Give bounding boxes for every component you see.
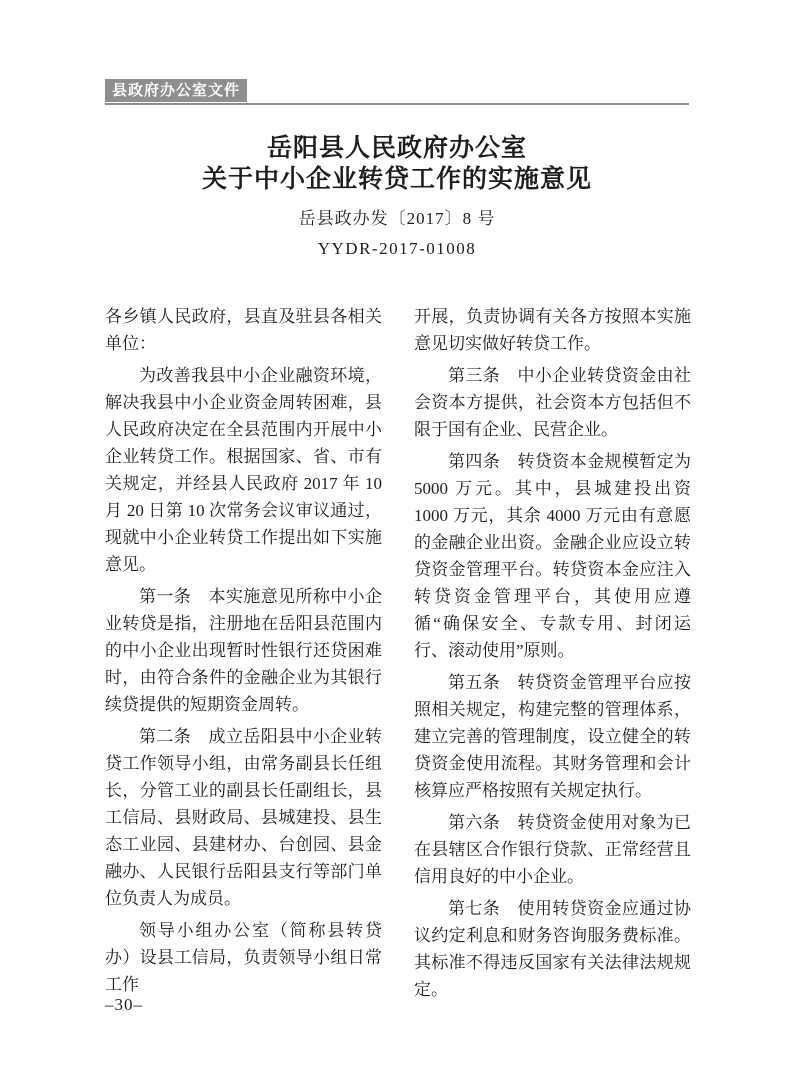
body-column-left — [105, 303, 382, 1008]
header-category-label: 县政府办公室文件 — [105, 79, 247, 102]
paragraph: 开展，负责协调有关各方按照本实施意见切实做好转贷工作。 — [414, 307, 691, 353]
document-code: YYDR-2017-01008 — [317, 239, 477, 258]
body-column-right — [414, 303, 691, 1008]
document-title-line2: 关于中小企业转贷工作的实施意见 — [201, 166, 592, 193]
paragraph: 第二条 成立岳阳县中小企业转贷工作领导小组，由常务副县长任组长，分管工业的副县长任副组长，县工信局、县财政局、县城建投、县生态工业园、县建材办、台创园、县金融办、人民银行岳阳县支行等部门单位负责人为成员。 — [105, 727, 382, 908]
page-number: –30– — [105, 995, 143, 1014]
paragraph: 为改善我县中小企业融资环境，解决我县中小企业资金周转困难，县人民政府决定在全县范围内开展中小企业转贷工作。根据国家、省、市有关规定，并经县人民政府 2017 年 10 月 20 日第 10 次常务会议审议通过，现就中小企业转贷工作提出如下实施意见。 — [105, 366, 382, 574]
title-block — [105, 133, 689, 259]
paragraph: 第三条 中小企业转贷资金由社会资本方提供，社会资本方包括但不限于国有企业、民营企业。 — [414, 366, 691, 439]
document-title — [105, 133, 689, 195]
header-rule — [105, 103, 689, 105]
paragraph: 第七条 使用转贷资金应通过协议约定利息和财务咨询服务费标准。其标准不得违反国家有关法律法规规定。 — [414, 899, 691, 999]
document-header — [105, 79, 689, 105]
paragraph: 领导小组办公室（简称县转贷办）设县工信局，负责领导小组日常工作 — [105, 921, 382, 994]
paragraph: 各乡镇人民政府，县直及驻县各相关单位： — [105, 307, 382, 353]
document-title-line1: 岳阳县人民政府办公室 — [266, 135, 527, 162]
paragraph: 第四条 转贷资本金规模暂定为 5000 万元。其中，县城建投出资 1000 万元，其余 4000 万元由有意愿的金融企业出资。金融企业应设立转贷资金管理平台。转贷资本金应注入转贷资金管理平台，其使用应遵循“确保安全、专款专用、封闭运行、滚动使用”原则。 — [414, 452, 691, 660]
body-columns — [105, 303, 691, 1008]
paragraph: 第五条 转贷资金管理平台应按照相关规定，构建完整的管理体系，建立完善的管理制度，设立健全的转贷资金使用流程。其财务管理和会计核算应严格按照有关规定执行。 — [414, 673, 691, 800]
paragraph: 第一条 本实施意见所称中小企业转贷是指，注册地在岳阳县范围内的中小企业出现暂时性银行还贷困难时，由符合条件的金融企业为其银行续贷提供的短期资金周转。 — [105, 587, 382, 714]
paragraph: 第六条 转贷资金使用对象为已在县辖区合作银行贷款、正常经营且信用良好的中小企业。 — [414, 813, 691, 886]
document-number: 岳县政办发〔2017〕8 号 — [298, 209, 496, 228]
